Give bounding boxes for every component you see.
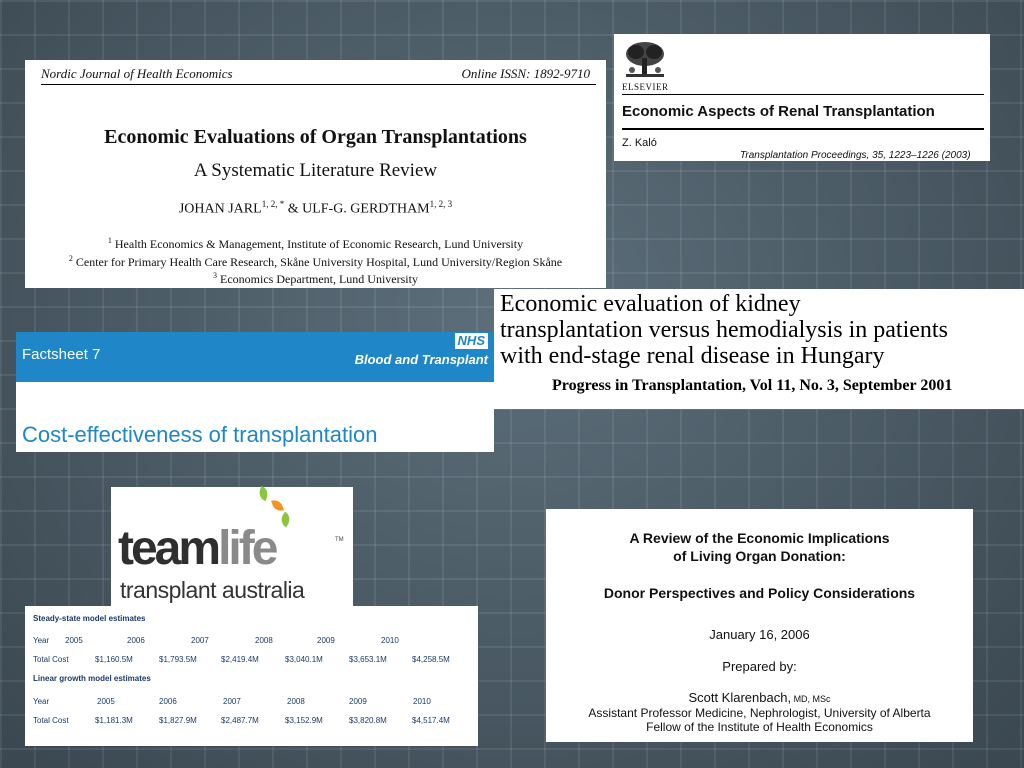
year-cell: 2009 — [317, 636, 335, 645]
header-rule — [41, 84, 596, 85]
elsevier-tree-icon — [622, 40, 668, 80]
affiliation-number: 3 — [213, 271, 218, 280]
journal-header — [41, 66, 590, 82]
doc-title-line-1: A Review of the Economic Implications — [629, 530, 890, 546]
year-cell: 2008 — [287, 697, 305, 706]
value-cell: $1,827.9M — [159, 716, 197, 725]
paper-title: Economic Aspects of Renal Transplantation — [622, 103, 935, 120]
author-line — [546, 690, 973, 705]
value-cell: $4,517.4M — [412, 716, 450, 725]
affiliation-number: 1 — [107, 236, 112, 245]
paper-title: Economic Evaluations of Organ Transplantations — [104, 126, 527, 148]
year-cell: 2008 — [255, 636, 273, 645]
year-label: Year — [33, 636, 50, 645]
paper-subtitle: A Systematic Literature Review — [193, 160, 438, 181]
value-cell: $4,258.5M — [412, 655, 450, 664]
year-cell: 2005 — [97, 697, 115, 706]
review-document — [546, 509, 973, 742]
affiliation-2 — [25, 254, 606, 270]
value-cell: $2,419.4M — [221, 655, 259, 664]
title-line: with end-stage renal disease in Hungary — [500, 343, 885, 369]
affiliation-3 — [25, 271, 606, 287]
year-cell: 2010 — [413, 697, 431, 706]
value-cell: $1,160.5M — [95, 655, 133, 664]
value-cell: $1,793.5M — [159, 655, 197, 664]
affiliation-text: Center for Primary Health Care Research, Skåne University Hospital, Lund University/Region Skåne — [75, 255, 563, 269]
organization-name: Blood and Transplant — [354, 352, 488, 367]
author-2-affil: 1, 2, 3 — [429, 199, 453, 209]
author-fellowship: Fellow of the Institute of Health Economics — [646, 720, 873, 734]
author-name: Scott Klarenbach, — [688, 690, 792, 705]
teamlife-logo — [111, 487, 353, 610]
value-cell: $3,152.9M — [285, 716, 323, 725]
affiliation-text: Health Economics & Management, Institute of Economic Research, Lund University — [114, 237, 524, 251]
kidney-paper — [494, 289, 1024, 409]
year-label: Year — [33, 697, 50, 706]
title-line: transplantation versus hemodialysis in patients — [500, 317, 948, 343]
prepared-by-label: Prepared by: — [722, 659, 797, 674]
factsheet-title: Cost-effectiveness of transplantation — [22, 422, 378, 447]
publisher-name: ELSEVIER — [622, 82, 669, 92]
year-cell: 2009 — [349, 697, 367, 706]
nhs-factsheet — [16, 332, 494, 452]
value-cell: $3,653.1M — [349, 655, 387, 664]
elsevier-paper — [614, 34, 990, 161]
leaf-icon — [278, 512, 292, 528]
year-cell: 2005 — [65, 636, 83, 645]
value-cell: $1,181.3M — [95, 716, 133, 725]
row-label: Total Cost — [33, 655, 69, 664]
section-heading: Steady-state model estimates — [33, 614, 146, 623]
author-separator: & — [284, 201, 303, 217]
year-cell: 2006 — [159, 697, 177, 706]
year-cell: 2007 — [191, 636, 209, 645]
author-role: Assistant Professor Medicine, Nephrologist, University of Alberta — [588, 706, 931, 720]
author-degree: MD, MSc — [791, 694, 831, 704]
affiliation-text: Economics Department, Lund University — [220, 272, 418, 286]
affiliation-1 — [25, 236, 606, 252]
nordic-journal-paper — [25, 60, 606, 288]
author-1: JOHAN JARL — [178, 201, 262, 217]
journal-name: Nordic Journal of Health Economics — [41, 66, 233, 81]
title-rule-bottom — [622, 128, 984, 130]
nhs-logo: NHS — [455, 333, 488, 349]
section-heading: Linear growth model estimates — [33, 674, 151, 683]
value-cell: $3,040.1M — [285, 655, 323, 664]
year-cell: 2006 — [127, 636, 145, 645]
journal-issn: Online ISSN: 1892-9710 — [461, 66, 590, 81]
cost-estimates-table — [25, 606, 478, 746]
value-cell: $2,487.7M — [221, 716, 259, 725]
teamlife-wordmark — [118, 522, 276, 575]
doc-subtitle: Donor Perspectives and Policy Considerations — [603, 585, 916, 601]
wordmark-team: team — [118, 522, 219, 575]
paper-authors — [25, 199, 606, 218]
journal-citation: Progress in Transplantation, Vol 11, No. 3, September 2001 — [546, 373, 998, 407]
title-rule — [622, 94, 984, 95]
factsheet-number: Factsheet 7 — [22, 346, 101, 363]
trademark-mark: TM — [335, 537, 344, 543]
teamlife-tagline: transplant australia — [120, 577, 305, 603]
paper-title — [500, 291, 948, 369]
year-cell: 2010 — [381, 636, 399, 645]
wordmark-life: life — [218, 522, 276, 575]
value-cell: $3,820.8M — [349, 716, 387, 725]
row-label: Total Cost — [33, 716, 69, 725]
author-1-affil: 1, 2, * — [261, 199, 285, 209]
title-line: Economic evaluation of kidney — [500, 291, 801, 317]
journal-citation: Transplantation Proceedings, 35, 1223–1226 (2003) — [740, 150, 971, 161]
doc-date: January 16, 2006 — [709, 627, 810, 642]
year-cell: 2007 — [223, 697, 241, 706]
affiliation-number: 2 — [68, 254, 73, 263]
leaf-icon — [257, 486, 270, 501]
paper-author: Z. Kaló — [622, 137, 657, 149]
leaf-icon — [271, 498, 284, 513]
doc-title-line-2: of Living Organ Donation: — [673, 548, 846, 564]
author-2: ULF-G. GERDTHAM — [302, 201, 430, 217]
